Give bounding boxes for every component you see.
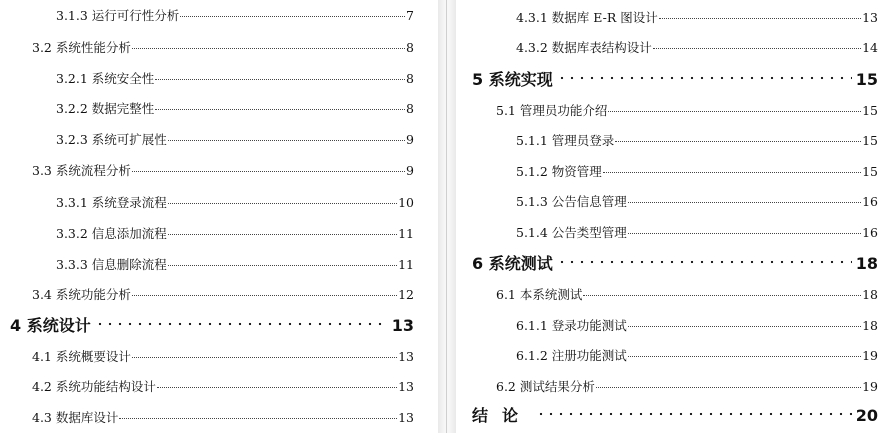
toc-chapter-entry[interactable] xyxy=(472,254,878,274)
toc-entry-page: 15 xyxy=(862,103,878,118)
toc-entry-label: 6.1.2 注册功能测试 xyxy=(516,348,627,363)
toc-entry-page: 19 xyxy=(862,348,878,363)
toc-entry-page: 13 xyxy=(862,10,878,25)
toc-entry-label: 4.2 系统功能结构设计 xyxy=(32,379,156,394)
toc-entry[interactable] xyxy=(496,103,878,119)
toc-entry-label: 5 系统实现 xyxy=(472,70,553,89)
toc-entry-label: 6 系统测试 xyxy=(472,254,553,273)
toc-entry-label: 5.1.3 公告信息管理 xyxy=(516,194,627,209)
toc-entry[interactable] xyxy=(32,379,414,395)
toc-entry-label: 3.2.2 数据完整性 xyxy=(56,101,155,116)
toc-entry-label: 结论 xyxy=(472,406,533,425)
toc-entry-label: 6.1.1 登录功能测试 xyxy=(516,318,627,333)
toc-entry-page: 13 xyxy=(398,379,414,394)
dot-leader xyxy=(659,18,861,19)
toc-entry[interactable] xyxy=(56,257,414,273)
toc-entry-page: 8 xyxy=(406,101,414,116)
toc-entry[interactable] xyxy=(56,8,414,24)
toc-entry-page: 13 xyxy=(391,316,414,335)
toc-entry-page: 10 xyxy=(398,195,414,210)
toc-entry-label: 3.3 系统流程分析 xyxy=(32,163,131,178)
toc-entry-page: 8 xyxy=(406,40,414,55)
toc-entry-page: 9 xyxy=(406,163,414,178)
toc-entry-label: 3.1.3 运行可行性分析 xyxy=(56,8,180,23)
toc-entry-label: 5.1.1 管理员登录 xyxy=(516,133,615,148)
dot-leader xyxy=(155,79,405,80)
dot-leader xyxy=(557,260,852,264)
dot-leader xyxy=(168,203,397,204)
toc-page-right xyxy=(456,0,888,433)
toc-entry[interactable] xyxy=(516,225,878,241)
toc-entry-label: 4.1 系统概要设计 xyxy=(32,349,131,364)
dot-leader xyxy=(180,16,405,17)
toc-entry-label: 3.3.1 系统登录流程 xyxy=(56,195,167,210)
toc-entry-label: 3.3.2 信息添加流程 xyxy=(56,226,167,241)
dot-leader xyxy=(132,295,397,296)
toc-entry[interactable] xyxy=(516,348,878,364)
dot-leader xyxy=(628,356,861,357)
toc-entry[interactable] xyxy=(516,318,878,334)
dot-leader xyxy=(628,202,861,203)
toc-entry-page: 7 xyxy=(406,8,414,23)
toc-entry-page: 18 xyxy=(862,318,878,333)
dot-leader xyxy=(157,387,397,388)
dot-leader xyxy=(628,326,861,327)
dot-leader xyxy=(95,322,388,326)
toc-entry[interactable] xyxy=(56,71,414,87)
toc-entry[interactable] xyxy=(516,10,878,26)
toc-entry[interactable] xyxy=(516,194,878,210)
toc-entry-label: 6.2 测试结果分析 xyxy=(496,379,595,394)
toc-entry[interactable] xyxy=(496,287,878,303)
toc-entry[interactable] xyxy=(516,133,878,149)
dot-leader xyxy=(168,234,397,235)
dot-leader xyxy=(536,412,852,416)
toc-chapter-entry[interactable] xyxy=(472,70,878,90)
toc-entry-label: 5.1.4 公告类型管理 xyxy=(516,225,627,240)
toc-entry[interactable] xyxy=(56,101,414,117)
toc-entry-page: 16 xyxy=(862,225,878,240)
toc-chapter-entry[interactable] xyxy=(472,406,878,426)
toc-entry-page: 8 xyxy=(406,71,414,86)
toc-entry-label: 4.3 数据库设计 xyxy=(32,410,119,425)
toc-entry-page: 11 xyxy=(398,257,414,272)
toc-entry-page: 15 xyxy=(862,133,878,148)
dot-leader xyxy=(132,48,405,49)
toc-entry[interactable] xyxy=(32,40,414,56)
toc-entry[interactable] xyxy=(56,195,414,211)
toc-entry-page: 13 xyxy=(398,410,414,425)
dot-leader xyxy=(557,76,852,80)
toc-entry[interactable] xyxy=(32,163,414,179)
dot-leader xyxy=(603,172,861,173)
toc-entry-page: 15 xyxy=(862,164,878,179)
dot-leader xyxy=(628,233,861,234)
toc-entry[interactable] xyxy=(32,287,414,303)
dot-leader xyxy=(583,295,861,296)
toc-entry-page: 12 xyxy=(398,287,414,302)
toc-entry-page: 9 xyxy=(406,132,414,147)
toc-entry-page: 16 xyxy=(862,194,878,209)
toc-entry-label: 4 系统设计 xyxy=(10,316,91,335)
toc-entry[interactable] xyxy=(496,379,878,395)
dot-leader xyxy=(596,387,861,388)
dot-leader xyxy=(132,357,397,358)
toc-entry-label: 5.1 管理员功能介绍 xyxy=(496,103,608,118)
toc-entry[interactable] xyxy=(516,164,878,180)
dot-leader xyxy=(168,140,405,141)
toc-entry-label: 3.4 系统功能分析 xyxy=(32,287,131,302)
toc-entry[interactable] xyxy=(56,132,414,148)
toc-entry[interactable] xyxy=(516,40,878,56)
toc-entry-label: 5.1.2 物资管理 xyxy=(516,164,602,179)
dot-leader xyxy=(155,109,405,110)
toc-entry-page: 14 xyxy=(862,40,878,55)
toc-entry[interactable] xyxy=(56,226,414,242)
toc-entry-label: 3.2.1 系统安全性 xyxy=(56,71,155,86)
toc-entry-label: 4.3.1 数据库 E-R 图设计 xyxy=(516,10,658,25)
toc-entry-label: 4.3.2 数据库表结构设计 xyxy=(516,40,652,55)
toc-entry-page: 15 xyxy=(855,70,878,89)
dot-leader xyxy=(168,265,397,266)
dot-leader xyxy=(608,111,861,112)
toc-entry-page: 11 xyxy=(398,226,414,241)
dot-leader xyxy=(653,48,861,49)
dot-leader xyxy=(119,418,397,419)
page-gutter xyxy=(438,0,456,433)
toc-entry-page: 20 xyxy=(855,406,878,425)
dot-leader xyxy=(132,171,405,172)
toc-entry[interactable] xyxy=(32,349,414,365)
toc-entry[interactable] xyxy=(32,410,414,426)
toc-entry-page: 18 xyxy=(855,254,878,273)
toc-entry-label: 6.1 本系统测试 xyxy=(496,287,583,302)
toc-page-left xyxy=(0,0,438,433)
toc-chapter-entry[interactable] xyxy=(10,316,414,336)
toc-entry-page: 19 xyxy=(862,379,878,394)
toc-entry-label: 3.2 系统性能分析 xyxy=(32,40,131,55)
toc-entry-page: 13 xyxy=(398,349,414,364)
toc-entry-label: 3.2.3 系统可扩展性 xyxy=(56,132,167,147)
toc-entry-label: 3.3.3 信息删除流程 xyxy=(56,257,167,272)
toc-entry-page: 18 xyxy=(862,287,878,302)
dot-leader xyxy=(615,141,861,142)
